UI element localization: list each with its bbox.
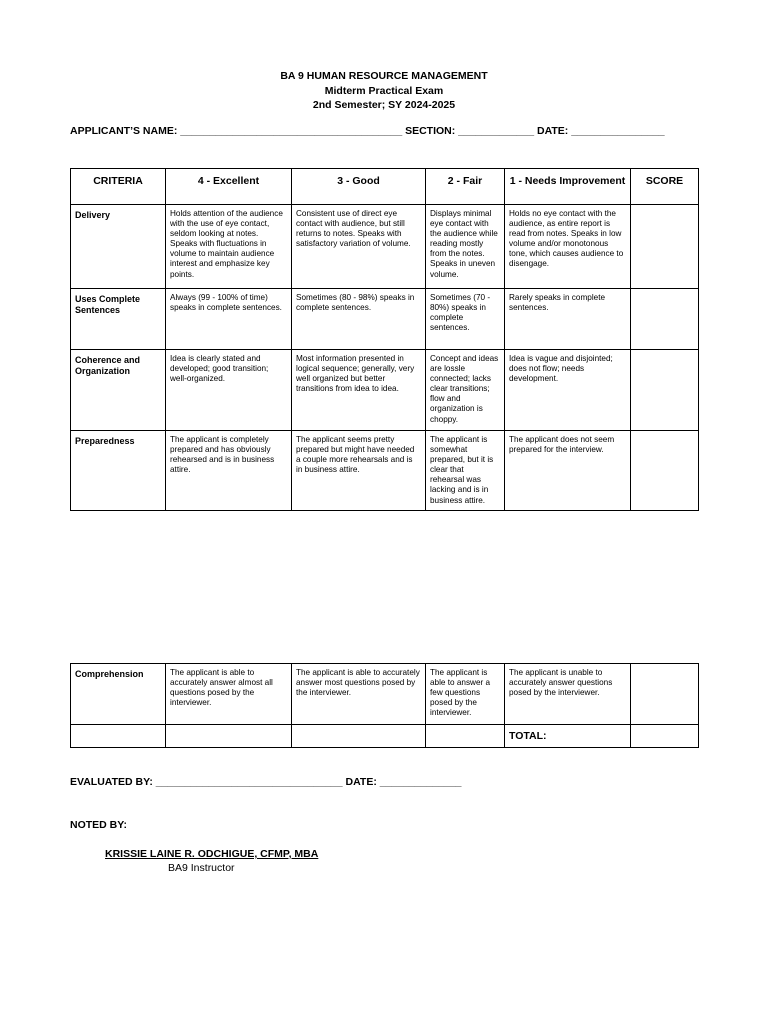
good-cell: Sometimes (80 - 98%) speaks in complete sentences. [292,289,426,350]
instructor-title: BA9 Instructor [168,862,235,874]
exam-title: Midterm Practical Exam [324,84,444,97]
score-cell[interactable] [631,431,699,511]
empty-cell [426,725,505,748]
fair-cell: Displays minimal eye contact with the audience while reading mostly from the notes. Speaks in uneven volume. [426,205,505,289]
criteria-cell: Delivery [71,205,166,289]
column-header-criteria: CRITERIA [71,169,166,205]
term-title: 2nd Semester; SY 2024-2025 [312,99,456,111]
criteria-cell: Preparedness [71,431,166,511]
excellent-cell: Idea is clearly stated and developed; good transition; well-organized. [166,350,292,431]
course-title: BA 9 HUMAN RESOURCE MANAGEMENT [280,70,488,82]
column-header-score: SCORE [631,169,699,205]
column-header-needs-improvement: 1 - Needs Improvement [505,169,631,205]
total-row [71,725,699,748]
fair-cell: The applicant is somewhat prepared, but it is clear that rehearsal was lacking and is in business attire. [426,431,505,511]
total-label: TOTAL: [505,725,631,748]
instructor-name: KRISSIE LAINE R. ODCHIGUE, CFMP, MBA [105,848,319,860]
good-cell: The applicant is able to accurately answer most questions posed by the interviewer. [292,664,426,725]
fair-cell: Sometimes (70 - 80%) speaks in complete sentences. [426,289,505,350]
score-cell[interactable] [631,664,699,725]
criteria-cell: Uses Complete Sentences [71,289,166,350]
needs-improvement-cell: Holds no eye contact with the audience, as entire report is read from notes. Speaks in low volume and/or monotonous tone, which causes audience to disengage. [505,205,631,289]
excellent-cell: The applicant is completely prepared and has obviously rehearsed and is in business attire. [166,431,292,511]
needs-improvement-cell: The applicant does not seem prepared for the interview. [505,431,631,511]
column-header-excellent: 4 - Excellent [166,169,292,205]
evaluated-by-line: EVALUATED BY: ________________________________ DATE: ______________ [70,776,462,788]
rubric-row-comprehension [71,664,699,725]
applicant-info-line: APPLICANT’S NAME: ______________________________________ SECTION: _____________ DATE: ________________ [70,125,665,137]
column-header-fair: 2 - Fair [426,169,505,205]
excellent-cell: The applicant is able to accurately answer almost all questions posed by the interviewer. [166,664,292,725]
good-cell: The applicant seems pretty prepared but might have needed a couple more rehearsals and is in business attire. [292,431,426,511]
column-header-good: 3 - Good [292,169,426,205]
score-cell[interactable] [631,205,699,289]
good-cell: Consistent use of direct eye contact with audience, but still returns to notes. Speaks with satisfactory variation of volume. [292,205,426,289]
rubric-header-row [71,169,699,205]
fair-cell: Concept and ideas are lossle connected; lacks clear transitions; flow and organization is choppy. [426,350,505,431]
rubric-row-preparedness [71,431,699,511]
score-cell[interactable] [631,350,699,431]
excellent-cell: Always (99 - 100% of time) speaks in complete sentences. [166,289,292,350]
rubric-row-coherence [71,350,699,431]
criteria-cell: Comprehension [71,664,166,725]
rubric-row-complete-sentences [71,289,699,350]
fair-cell: The applicant is able to answer a few questions posed by the interviewer. [426,664,505,725]
needs-improvement-cell: Idea is vague and disjointed; does not flow; needs development. [505,350,631,431]
total-score-cell[interactable] [631,725,699,748]
document-header [0,69,768,113]
score-cell[interactable] [631,289,699,350]
rubric-table-continued [70,663,699,748]
rubric-row-delivery [71,205,699,289]
good-cell: Most information presented in logical sequence; generally, very well organized but better transitions from idea to idea. [292,350,426,431]
needs-improvement-cell: Rarely speaks in complete sentences. [505,289,631,350]
noted-by-label: NOTED BY: [70,819,127,831]
rubric-table [70,168,699,511]
excellent-cell: Holds attention of the audience with the use of eye contact, seldom looking at notes. Speaks with fluctuations in volume to maintain audience interest and emphasize key points. [166,205,292,289]
needs-improvement-cell: The applicant is unable to accurately answer questions posed by the interviewer. [505,664,631,725]
empty-cell [166,725,292,748]
criteria-cell: Coherence and Organization [71,350,166,431]
empty-cell [71,725,166,748]
empty-cell [292,725,426,748]
